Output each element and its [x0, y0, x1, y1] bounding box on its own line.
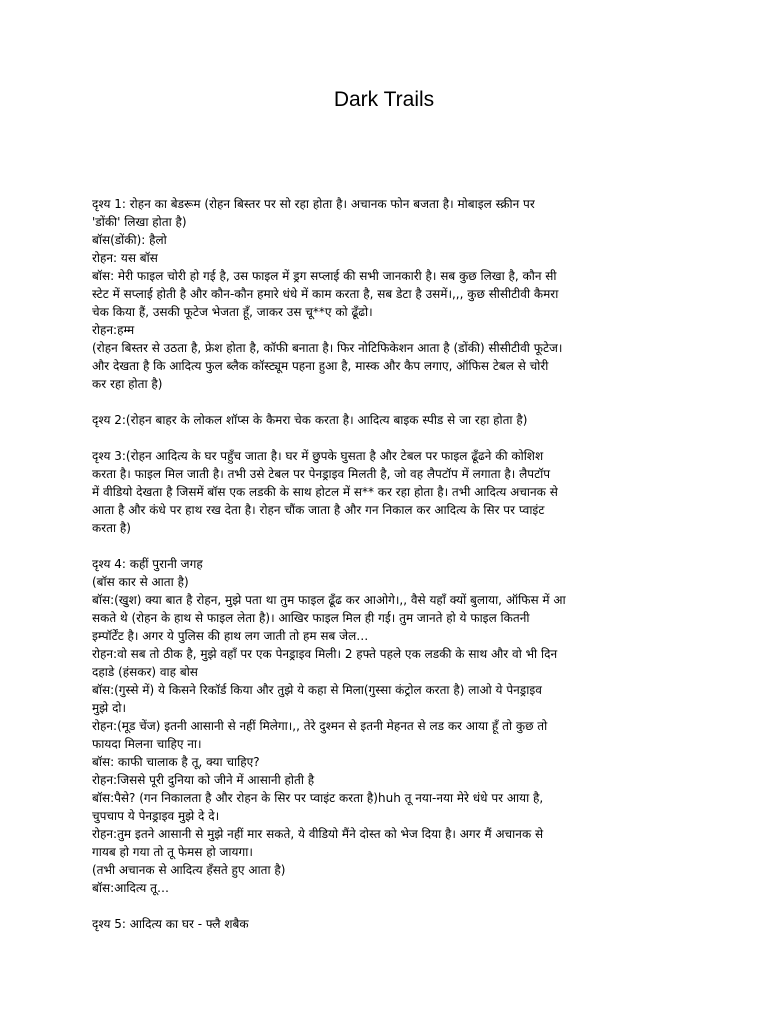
- paragraph-gap: [92, 393, 682, 411]
- paragraph-gap: [92, 897, 682, 915]
- text-line: गायब हो गया तो तू फेमस हो जायगा।: [92, 845, 253, 859]
- text-line: और देखता है कि आदित्य फुल ब्लैक कॉस्ट्यूम पहना हुआ है, मास्क और कैप लगाए, ऑफिस टेबल से चोरी: [92, 359, 549, 373]
- text-line: (रोहन बिस्तर से उठता है, फ्रेश होता है, कॉफी बनाता है। फिर नोटिफिकेशन आता है (डोंकी) सीसीटीवी फूटेज।: [92, 341, 563, 355]
- document-title: Dark Trails: [333, 88, 435, 111]
- text-line: सकते थे (रोहन के हाथ से फाइल लेता है)। आखिर फाइल मिल ही गई। तुम जानते हो ये फाइल कितनी: [92, 611, 530, 625]
- scene-block: [92, 555, 682, 897]
- text-line: रोहन:(मूड चेंज) इतनी आसानी से नहीं मिलेगा।,, तेरे दुश्मन से इतनी मेहनत से लड कर आया हूँ तो कुछ तो: [92, 719, 548, 733]
- scene-block: [92, 411, 682, 429]
- text-line: बॉस:पैसे? (गन निकालता है और रोहन के सिर पर प्वाइंट करता है)huh तू नया-नया मेरे धंधे पर आया है,: [92, 791, 544, 805]
- paragraph-gap: [92, 429, 682, 447]
- script-body: [92, 195, 682, 933]
- text-line: चेक किया हैं, उसकी फूटेज भेजता हूँ, जाकर उस चू**ए को ढूँढो।: [92, 305, 373, 319]
- text-line: दृश्य 5: आदित्य का घर - फ्लै शबैक: [92, 917, 249, 931]
- scene-block: [92, 915, 682, 933]
- text-line: रोहन: यस बॉस: [92, 251, 158, 265]
- text-line: 'डोंकी' लिखा होता है): [92, 215, 187, 229]
- text-line: दृश्य 3:(रोहन आदित्य के घर पहुँच जाता है। घर में छुपके घुसता है और टेबल पर फाइल ढूँढने की कोशिश: [92, 449, 544, 463]
- text-line: रोहन:तुम इतने आसानी से मुझे नहीं मार सकते, ये वीडियो मैंने दोस्त को भेज दिया है। अगर मैं अचानक से: [92, 827, 544, 841]
- text-line: स्टेट में सप्लाई होती है और कौन-कौन हमारे धंधे में काम करता है, सब डेटा है उसमें।,,, कुछ सीसीटीवी कैमरा: [92, 287, 559, 301]
- text-line: करता है। फाइल मिल जाती है। तभी उसे टेबल पर पेनड्राइव मिलती है, जो वह लैपटॉप में लगाता है। लैपटॉप: [92, 467, 551, 481]
- text-line: में वीडियो देखता है जिसमें बॉस एक लडकी के साथ होटल में स** कर रहा होता है। तभी आदित्य अचानक से: [92, 485, 558, 499]
- text-line: (तभी अचानक से आदित्य हँसते हुए आता है): [92, 863, 286, 877]
- text-line: करता है): [92, 521, 131, 535]
- text-line: दृश्य 1: रोहन का बेडरूम (रोहन बिस्तर पर सो रहा होता है। अचानक फोन बजता है। मोबाइल स्क्रीन पर: [92, 197, 535, 211]
- paragraph-gap: [92, 537, 682, 555]
- text-line: मुझे दो।: [92, 701, 127, 715]
- text-line: रोहन:जिससे पूरी दुनिया को जीने में आसानी होती है: [92, 773, 315, 787]
- text-line: इम्पॉर्टेंट है। अगर ये पुलिस की हाथ लग जाती तो हम सब जेल…: [92, 629, 369, 643]
- text-line: रोहन:हम्म: [92, 323, 135, 337]
- text-line: चुपचाप ये पेनड्राइव मुझे दे दे।: [92, 809, 220, 823]
- text-line: फायदा मिलना चाहिए ना।: [92, 737, 202, 751]
- scene-block: [92, 195, 682, 393]
- text-line: दहाडे (हंसकर) वाह बोस: [92, 665, 198, 679]
- text-line: बॉस: काफी चालाक है तू, क्या चाहिए?: [92, 755, 260, 769]
- scene-block: [92, 447, 682, 537]
- text-line: कर रहा होता है): [92, 377, 163, 391]
- text-line: (बॉस कार से आता है): [92, 575, 189, 589]
- text-line: बॉस:आदित्य तू…: [92, 881, 169, 895]
- text-line: बॉस: मेरी फाइल चोरी हो गई है, उस फाइल में ड्रग सप्लाई की सभी जानकारी है। सब कुछ लिखा है, कौन सी: [92, 269, 557, 283]
- text-line: आता है और कंधे पर हाथ रख देता है। रोहन चौंक जाता है और गन निकाल कर आदित्य के सिर पर प्वाइंट: [92, 503, 545, 517]
- text-line: बॉस:(गुस्से में) ये किसने रिकॉर्ड किया और तुझे ये कहा से मिला(गुस्सा कंट्रोल करता है) लाओ ये पेनड्राइव: [92, 683, 542, 697]
- text-line: रोहन:वो सब तो ठीक है, मुझे वहाँ पर एक पेनड्राइव मिली। 2 हफ्ते पहले एक लडकी के साथ और वो भी दिन: [92, 647, 558, 661]
- text-line: बॉस:(खुश) क्या बात है रोहन, मुझे पता था तुम फाइल ढूँढ कर आओगे।,, वैसे यहाँ क्यों बुलाया, ऑफिस में आ: [92, 593, 566, 607]
- text-line: दृश्य 2:(रोहन बाहर के लोकल शॉप्स के कैमरा चेक करता है। आदित्य बाइक स्पीड से जा रहा होता है): [92, 413, 528, 427]
- text-line: बॉस(डोंकी): हैलो: [92, 233, 167, 247]
- text-line: दृश्य 4: कहीं पुरानी जगह: [92, 557, 203, 571]
